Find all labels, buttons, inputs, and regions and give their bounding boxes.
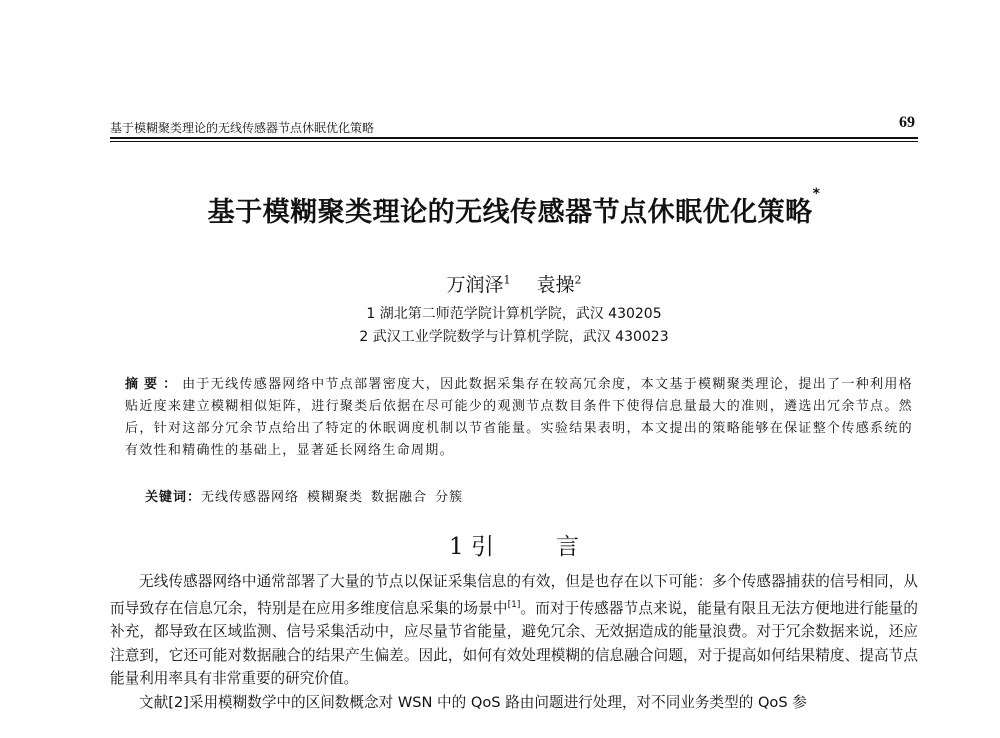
- section-number: 1: [449, 534, 464, 560]
- affiliation: 2 武汉工业学院数学与计算机学院，武汉 430023: [359, 329, 669, 345]
- paragraph-text: 文献[2]采用模糊数学中的区间数概念对 WSN 中的 QoS 路由问题进行处理，对不同业务类型的 QoS 参: [139, 693, 807, 711]
- section-heading: [110, 528, 918, 561]
- abstract-label: 摘要：: [125, 377, 183, 392]
- paper-title: [110, 186, 918, 229]
- author-name: 袁操: [536, 274, 575, 296]
- section-title-part: 引: [470, 534, 494, 560]
- section-title-part: 言: [555, 534, 579, 560]
- affiliation: 1 湖北第二师范学院计算机学院，武汉 430205: [366, 306, 662, 322]
- citation: [1]: [507, 599, 521, 610]
- author-affil-mark: 2: [574, 273, 582, 287]
- author-name: 万润泽: [446, 274, 504, 296]
- header-rule-thin: [110, 141, 918, 142]
- abstract-text: 由于无线传感器网络中节点部署密度大，因此数据采集存在较高冗余度，本文基于模糊聚类理论，提出了一种利用格贴近度来建立模糊相似矩阵，进行聚类后依据在尽可能少的观测节点数目条件下使得信息量最大的准则，遴选出冗余节点。然后，针对这部分冗余节点给出了特定的休眠调度机制以节省能量。实验结果表明，本文提出的策略能够在保证整个传感系统的有效性和精确性的基础上，显著延长网络生命周期。: [125, 377, 913, 458]
- keywords-label: 关键词：: [145, 490, 202, 505]
- paragraph: [110, 570, 918, 691]
- page-number: 69: [899, 114, 915, 131]
- header-rule-thick: [110, 137, 918, 139]
- paragraph-text: 无线传感器网络中通常部署了大量的节点以保证采集信息的有效，但是也存在以下可能：多个传感器捕获的信号相同，从而导致存在信息冗余，特别是在应用多维度信息采集的场景中: [110, 573, 918, 617]
- keywords: [145, 486, 463, 505]
- author-list: [110, 270, 918, 297]
- paper-title-text: 基于模糊聚类理论的无线传感器节点休眠优化策略: [207, 197, 813, 228]
- keyword: 无线传感器网络: [201, 490, 300, 505]
- body-text: [110, 570, 918, 714]
- running-header-title: 基于模糊聚类理论的无线传感器节点休眠优化策略: [110, 121, 375, 135]
- author-affil-mark: 1: [503, 273, 511, 287]
- keyword: 模糊聚类: [307, 490, 364, 505]
- paragraph: [110, 691, 918, 715]
- paragraph-text: 。而对于传感器节点来说，能量有限且无法方便地进行能量的补充，都导致在区域监测、信号采集活动中，应尽量节省能量，避免冗余、无效据造成的能量浪费。对于冗余数据来说，还应注意到，它还可能对数据融合的结果产生偏差。因此，如何有效处理模糊的信息融合问题，对于提高如何结果精度、提高节点能量利用率具有非常重要的研究价值。: [110, 599, 918, 688]
- title-footnote-mark: *: [812, 186, 821, 202]
- keyword: 分簇: [435, 490, 464, 505]
- abstract: [125, 374, 913, 462]
- keyword: 数据融合: [371, 490, 428, 505]
